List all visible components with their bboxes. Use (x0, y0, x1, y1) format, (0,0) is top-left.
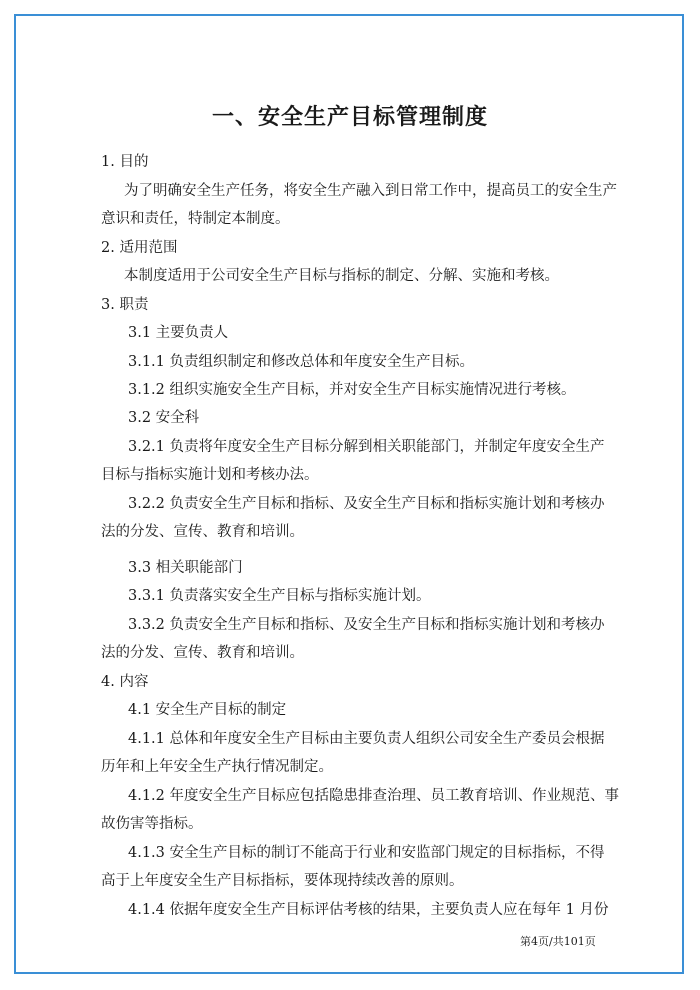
subsection-heading: 4.1 安全生产目标的制定 (128, 702, 287, 718)
paragraph-line: 3.1.2 组织实施安全生产目标，并对安全生产目标实施情况进行考核。 (128, 382, 576, 398)
section-heading: 1. 目的 (101, 154, 149, 170)
section-heading: 2. 适用范围 (101, 240, 178, 256)
paragraph-line: 法的分发、宣传、教育和培训。 (101, 524, 304, 540)
subsection-heading: 3.3 相关职能部门 (128, 560, 243, 576)
paragraph-line: 为了明确安全生产任务，将安全生产融入到日常工作中，提高员工的安全生产 (124, 183, 617, 199)
paragraph-line: 3.3.2 负责安全生产目标和指标、及安全生产目标和指标实施计划和考核办 (128, 617, 605, 633)
paragraph-line: 3.1.1 负责组织制定和修改总体和年度安全生产目标。 (128, 354, 475, 370)
page-number: 第4页/共101页 (520, 935, 596, 948)
subsection-heading: 3.2 安全科 (128, 410, 200, 426)
paragraph-line: 高于上年度安全生产目标指标，要体现持续改善的原则。 (101, 873, 464, 889)
paragraph-line: 3.2.1 负责将年度安全生产目标分解到相关职能部门，并制定年度安全生产 (128, 439, 605, 455)
paragraph-line: 故伤害等指标。 (101, 816, 203, 832)
paragraph-line: 4.1.3 安全生产目标的制订不能高于行业和安监部门规定的目标指标，不得 (128, 845, 605, 861)
section-heading: 3. 职责 (101, 297, 149, 313)
paragraph-line: 4.1.2 年度安全生产目标应包括隐患排查治理、员工教育培训、作业规范、事 (128, 788, 620, 804)
paragraph-line: 本制度适用于公司安全生产目标与指标的制定、分解、实施和考核。 (124, 268, 559, 284)
section-heading: 4. 内容 (101, 674, 149, 690)
paragraph-line: 目标与指标实施计划和考核办法。 (101, 467, 319, 483)
subsection-heading: 3.1 主要负责人 (128, 325, 229, 341)
paragraph-line: 法的分发、宣传、教育和培训。 (101, 645, 304, 661)
paragraph-line: 历年和上年安全生产执行情况制定。 (101, 759, 333, 775)
paragraph-line: 4.1.1 总体和年度安全生产目标由主要负责人组织公司安全生产委员会根据 (128, 731, 605, 747)
paragraph-line: 4.1.4 依据年度安全生产目标评估考核的结果，主要负责人应在每年 1 月份 (128, 902, 609, 918)
paragraph-line: 意识和责任，特制定本制度。 (101, 211, 290, 227)
paragraph-line: 3.2.2 负责安全生产目标和指标、及安全生产目标和指标实施计划和考核办 (128, 496, 605, 512)
paragraph-line: 3.3.1 负责落实安全生产目标与指标实施计划。 (128, 588, 431, 604)
document-title: 一、安全生产目标管理制度 (211, 105, 488, 130)
